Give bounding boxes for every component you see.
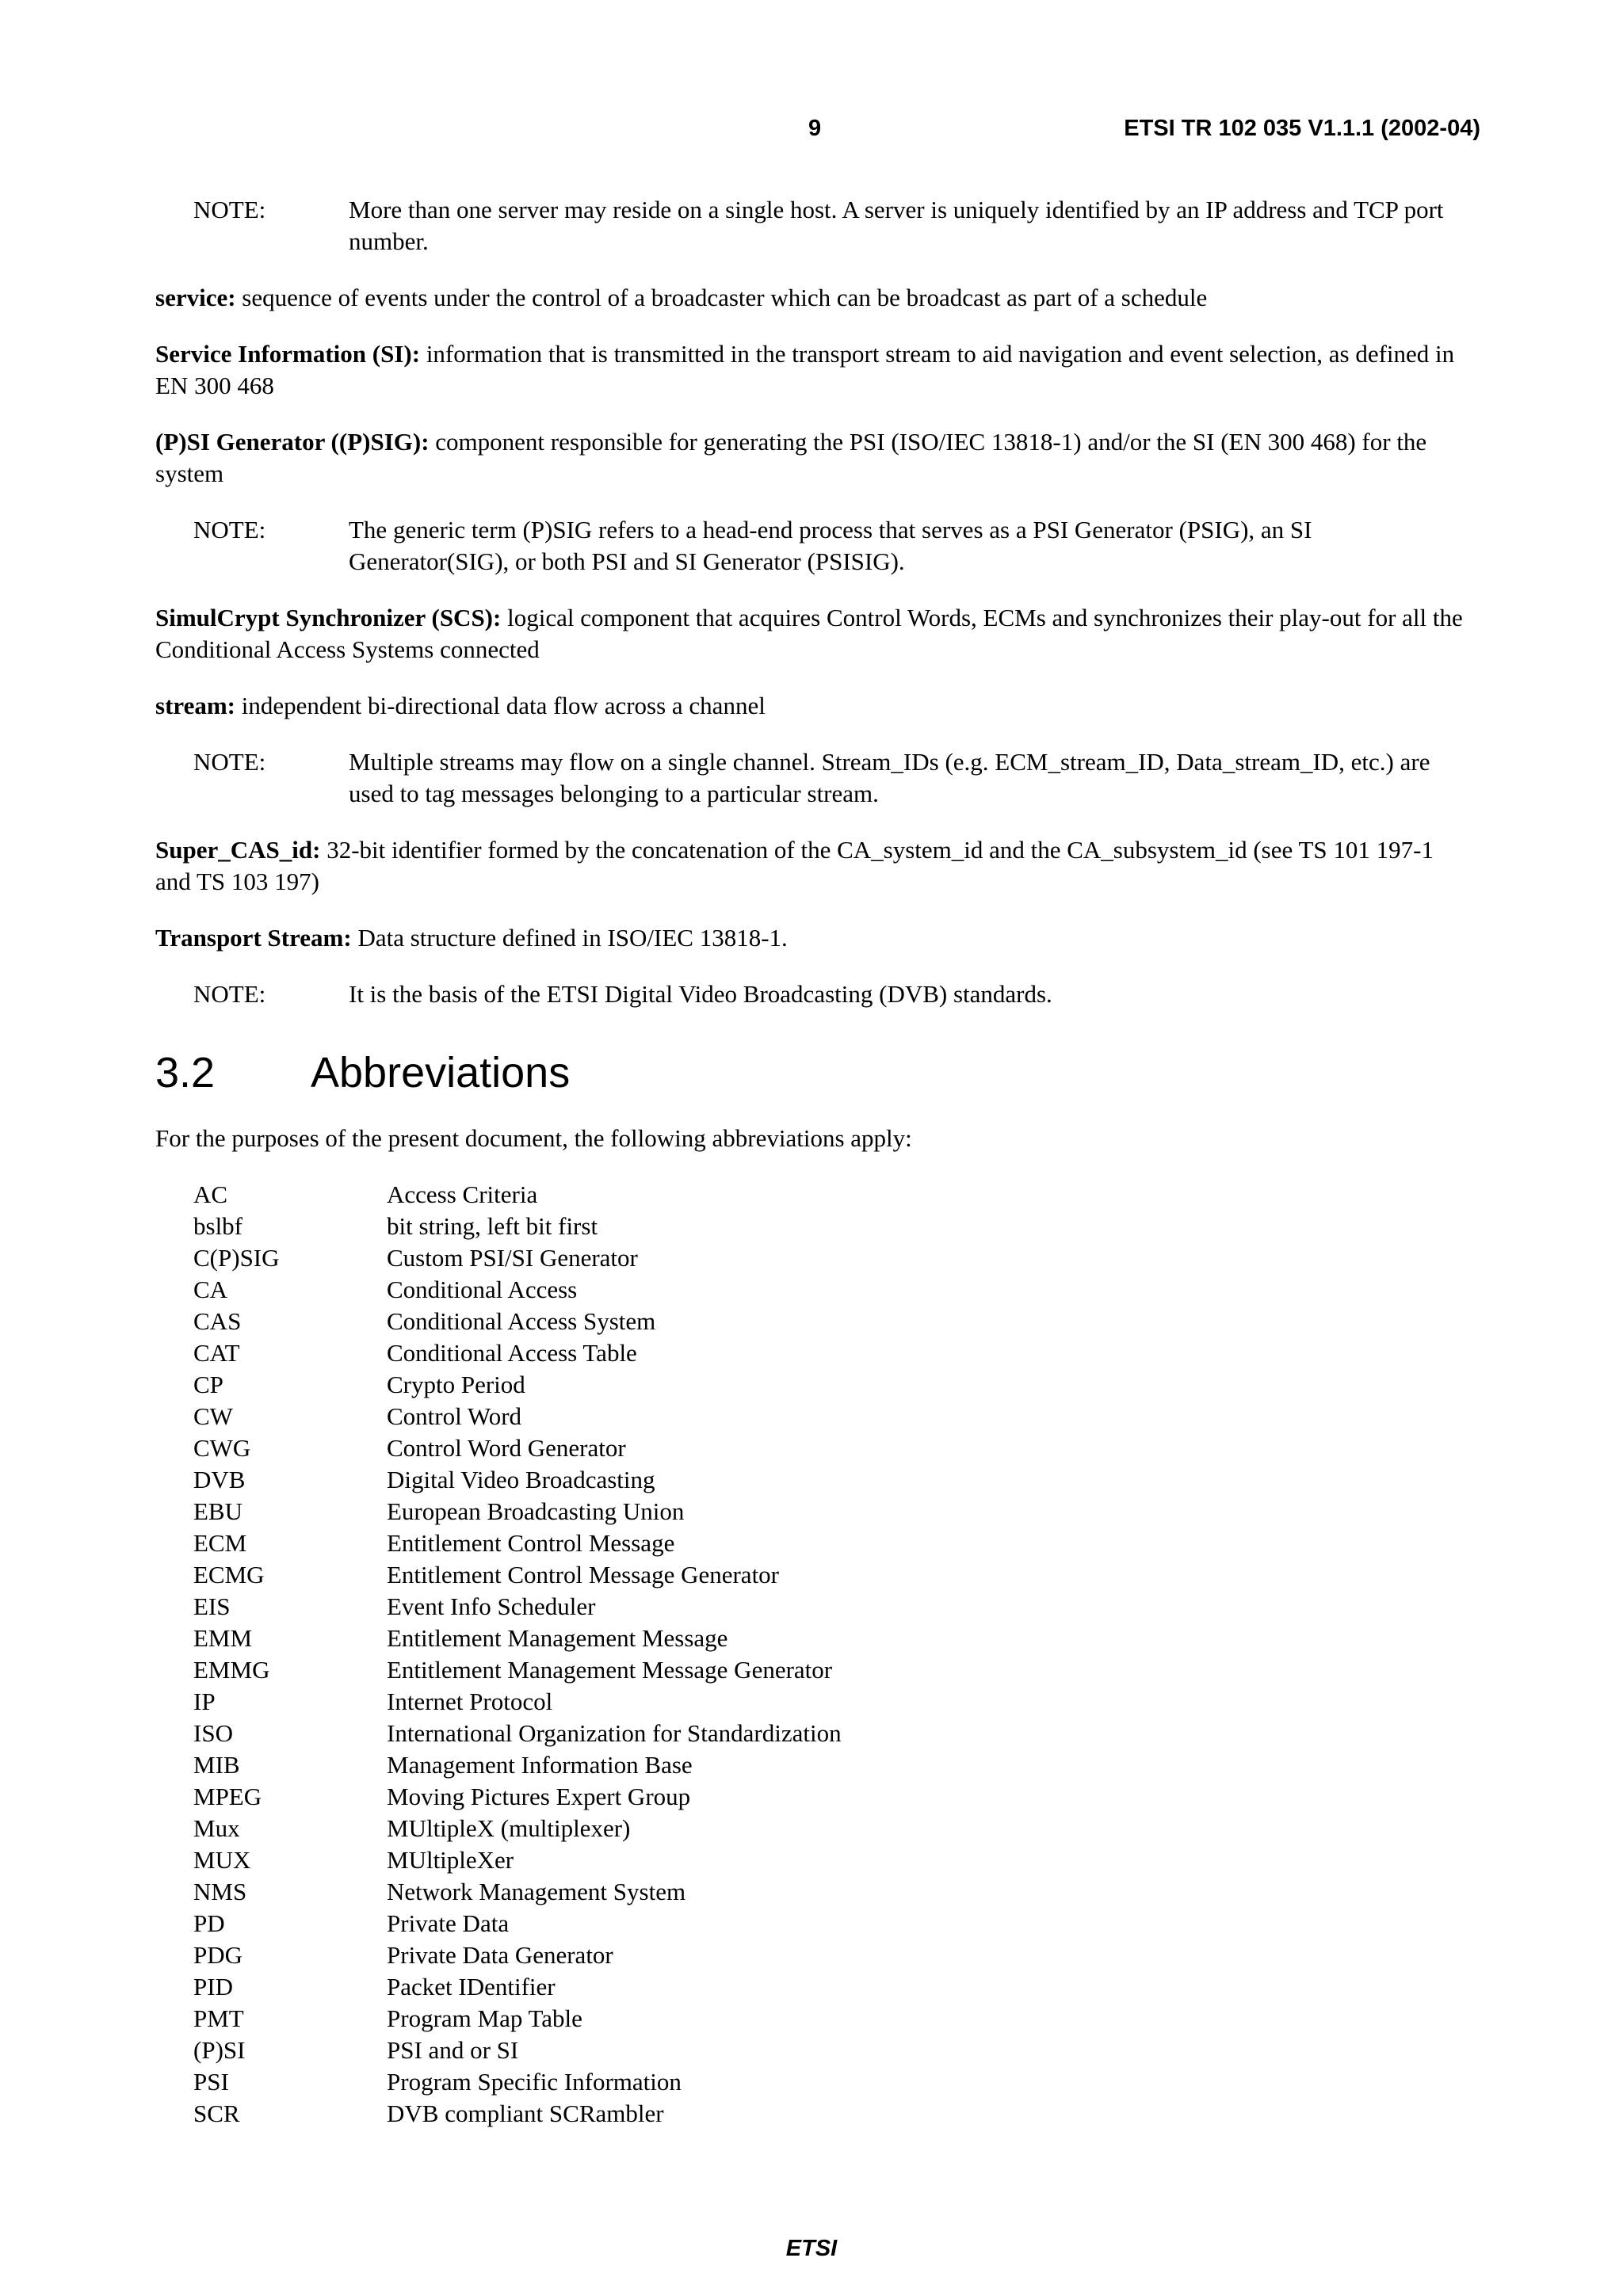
abbreviation-term: ISO	[193, 1719, 233, 1747]
abbreviation-row	[193, 1337, 1471, 1369]
abbreviation-term: EMMG	[193, 1656, 270, 1684]
abbreviation-meaning: Management Information Base	[387, 1751, 693, 1779]
definition-transport-stream	[155, 922, 1471, 954]
abbreviation-row	[193, 2035, 1471, 2066]
abbreviation-term: ECM	[193, 1529, 247, 1557]
document-reference: ETSI TR 102 035 V1.1.1 (2002-04)	[1124, 116, 1480, 141]
abbreviation-term: MIB	[193, 1751, 240, 1779]
abbreviation-meaning: Private Data Generator	[387, 1941, 613, 1969]
definition-term: Super_CAS_id:	[155, 836, 321, 864]
note-text: Multiple streams may flow on a single channel. Stream_IDs (e.g. ECM_stream_ID, Data_stream_ID, etc.) are used to tag messages belonging to a particular stream.	[349, 748, 1430, 807]
abbreviation-meaning: Entitlement Control Message	[387, 1529, 675, 1557]
abbreviation-meaning: Control Word	[387, 1402, 522, 1430]
abbreviation-meaning: Private Data	[387, 1909, 510, 1937]
abbreviation-row	[193, 1211, 1471, 1242]
abbreviation-row	[193, 1432, 1471, 1464]
abbreviation-term: CW	[193, 1402, 233, 1430]
note-label: NOTE:	[193, 748, 266, 776]
abbreviation-row	[193, 1369, 1471, 1401]
definition-text: independent bi-directional data flow across a channel	[235, 692, 766, 719]
definition-simulcrypt-synchronizer	[155, 602, 1471, 666]
abbreviation-term: IP	[193, 1688, 216, 1715]
note-server	[193, 194, 1471, 257]
definition-term: (P)SI Generator ((P)SIG):	[155, 428, 430, 456]
section-title: Abbreviations	[311, 1049, 571, 1097]
definition-term: service:	[155, 284, 236, 311]
section-intro: For the purposes of the present document, the following abbreviations apply:	[155, 1124, 912, 1152]
definition-text: logical component that acquires Control Words, ECMs and synchronizes their play-out for all the Conditional Access Systems connected	[155, 604, 1463, 663]
abbreviation-row	[193, 1876, 1471, 1908]
abbreviation-term: (P)SI	[193, 2036, 246, 2064]
abbreviation-term: DVB	[193, 1466, 246, 1493]
abbreviation-row	[193, 1527, 1471, 1559]
abbreviation-term: CAT	[193, 1339, 240, 1367]
abbreviation-meaning: Packet IDentifier	[387, 1973, 556, 2000]
abbreviation-term: MUX	[193, 1846, 251, 1874]
abbreviation-row	[193, 1464, 1471, 1496]
abbreviation-row	[193, 2066, 1471, 2098]
abbreviation-row	[193, 1781, 1471, 1813]
abbreviation-row	[193, 1908, 1471, 1939]
abbreviation-term: CWG	[193, 1434, 251, 1462]
abbreviation-row	[193, 2098, 1471, 2130]
abbreviation-meaning: MUltipleX (multiplexer)	[387, 1814, 631, 1842]
abbreviation-term: CAS	[193, 1307, 242, 1335]
note-label: NOTE:	[193, 516, 266, 543]
abbreviation-term: Mux	[193, 1814, 240, 1842]
note-text: More than one server may reside on a single host. A server is uniquely identified by an IP address and TCP port number.	[349, 196, 1444, 255]
note-psig	[193, 514, 1471, 578]
abbreviation-term: bslbf	[193, 1212, 242, 1240]
abbreviation-meaning: Control Word Generator	[387, 1434, 626, 1462]
note-label: NOTE:	[193, 980, 266, 1008]
note-text: It is the basis of the ETSI Digital Video Broadcasting (DVB) standards.	[349, 980, 1052, 1008]
definition-term: Service Information (SI):	[155, 340, 421, 368]
abbreviation-meaning: PSI and or SI	[387, 2036, 519, 2064]
abbreviation-meaning: Network Management System	[387, 1878, 686, 1905]
page-footer: ETSI	[785, 2236, 838, 2261]
abbreviation-term: CP	[193, 1371, 223, 1398]
abbreviation-row	[193, 1844, 1471, 1876]
abbreviation-term: EIS	[193, 1592, 231, 1620]
definition-term: Transport Stream:	[155, 924, 352, 952]
abbreviation-meaning: Entitlement Control Message Generator	[387, 1561, 780, 1589]
abbreviation-meaning: Conditional Access	[387, 1276, 578, 1303]
note-stream	[193, 746, 1471, 810]
abbreviation-meaning: Entitlement Management Message Generator	[387, 1656, 833, 1684]
abbreviation-row	[193, 1179, 1471, 1211]
section-number: 3.2	[155, 1049, 216, 1097]
definition-psi-generator	[155, 426, 1471, 490]
note-text: The generic term (P)SIG refers to a head-end process that serves as a PSI Generator (PSIG), an SI Generator(SIG), or both PSI and SI Generator (PSISIG).	[349, 516, 1312, 575]
abbreviation-term: ECMG	[193, 1561, 265, 1589]
abbreviation-term: PD	[193, 1909, 225, 1937]
abbreviation-term: NMS	[193, 1878, 247, 1905]
abbreviation-meaning: MUltipleXer	[387, 1846, 514, 1874]
abbreviation-term: PID	[193, 1973, 233, 2000]
abbreviation-row	[193, 1749, 1471, 1781]
abbreviation-meaning: bit string, left bit first	[387, 1212, 598, 1240]
abbreviation-term: SCR	[193, 2100, 240, 2127]
abbreviation-meaning: Entitlement Management Message	[387, 1624, 728, 1652]
note-label: NOTE:	[193, 196, 266, 223]
abbreviation-meaning: Conditional Access Table	[387, 1339, 637, 1367]
definition-text: information that is transmitted in the transport stream to aid navigation and event selection, as defined in EN 300 468	[155, 340, 1455, 399]
definition-stream	[155, 690, 1471, 722]
definition-term: SimulCrypt Synchronizer (SCS):	[155, 604, 502, 631]
definition-super-cas-id	[155, 834, 1471, 898]
abbreviation-term: C(P)SIG	[193, 1244, 280, 1272]
definition-text: component responsible for generating the PSI (ISO/IEC 13818-1) and/or the SI (EN 300 468) for the system	[155, 428, 1427, 487]
definition-service	[155, 282, 1471, 314]
abbreviation-term: MPEG	[193, 1783, 262, 1810]
abbreviation-meaning: Event Info Scheduler	[387, 1592, 596, 1620]
abbreviation-row	[193, 1274, 1471, 1306]
abbreviation-meaning: DVB compliant SCRambler	[387, 2100, 664, 2127]
definition-text: Data structure defined in ISO/IEC 13818-1.	[351, 924, 788, 952]
abbreviation-meaning: Crypto Period	[387, 1371, 525, 1398]
abbreviation-term: PSI	[193, 2068, 229, 2096]
abbreviation-meaning: Access Criteria	[387, 1180, 538, 1208]
abbreviation-meaning: Program Specific Information	[387, 2068, 682, 2096]
definition-text: 32-bit identifier formed by the concatenation of the CA_system_id and the CA_subsystem_id (see TS 101 197-1 and TS 103 197)	[155, 836, 1434, 895]
abbreviation-term: CA	[193, 1276, 228, 1303]
abbreviation-row	[193, 1939, 1471, 1971]
abbreviation-meaning: Custom PSI/SI Generator	[387, 1244, 638, 1272]
abbreviation-meaning: Internet Protocol	[387, 1688, 553, 1715]
abbreviation-row	[193, 1718, 1471, 1749]
abbreviation-meaning: Program Map Table	[387, 2004, 582, 2032]
abbreviation-row	[193, 1654, 1471, 1686]
page-number: 9	[808, 116, 822, 141]
abbreviation-meaning: Digital Video Broadcasting	[387, 1466, 655, 1493]
abbreviation-row	[193, 1559, 1471, 1591]
abbreviation-row	[193, 2003, 1471, 2035]
abbreviation-row	[193, 1306, 1471, 1337]
abbreviation-term: EBU	[193, 1497, 242, 1525]
note-transport-stream	[193, 978, 1471, 1010]
abbreviation-meaning: International Organization for Standardization	[387, 1719, 842, 1747]
abbreviation-row	[193, 1971, 1471, 2003]
abbreviation-term: PDG	[193, 1941, 243, 1969]
abbreviation-row	[193, 1623, 1471, 1654]
abbreviation-row	[193, 1496, 1471, 1527]
abbreviation-row	[193, 1591, 1471, 1623]
definition-text: sequence of events under the control of a broadcaster which can be broadcast as part of a schedule	[235, 284, 1208, 311]
section-heading	[155, 1048, 1471, 1097]
abbreviation-meaning: Moving Pictures Expert Group	[387, 1783, 691, 1810]
abbreviation-meaning: European Broadcasting Union	[387, 1497, 685, 1525]
page-header	[0, 116, 1623, 147]
abbreviation-term: EMM	[193, 1624, 253, 1652]
abbreviation-term: PMT	[193, 2004, 244, 2032]
abbreviation-meaning: Conditional Access System	[387, 1307, 656, 1335]
definition-term: stream:	[155, 692, 235, 719]
abbreviation-term: AC	[193, 1180, 228, 1208]
abbreviation-list	[193, 1179, 1471, 2130]
definition-service-information	[155, 338, 1471, 402]
abbreviation-row	[193, 1813, 1471, 1844]
abbreviation-row	[193, 1401, 1471, 1432]
page-body	[155, 194, 1471, 2130]
abbreviation-row	[193, 1686, 1471, 1718]
abbreviation-row	[193, 1242, 1471, 1274]
